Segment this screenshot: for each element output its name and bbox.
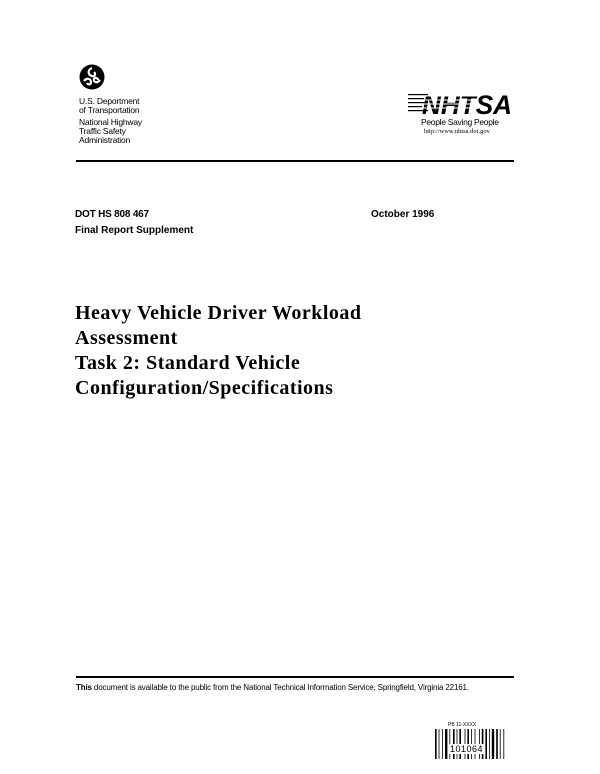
report-date: October 1996 [371, 209, 435, 220]
availability-lead: This [76, 683, 92, 692]
title-line-3: Task 2: Standard Vehicle [75, 352, 301, 374]
nhtsa-url: http://www.nhtsa.dot.gov [424, 128, 490, 135]
nhtsa-logo-text: NHTSA [422, 90, 512, 116]
availability-notice [76, 683, 469, 692]
header-divider [76, 160, 514, 162]
barcode-number: 101064 [450, 744, 484, 754]
dot-department-line: U.S. Deportment [79, 96, 140, 106]
availability-text: document is available to the public from the National Technical Information Service, Springfield, Virginia 22161. [91, 683, 469, 692]
footer-divider [76, 676, 514, 678]
title-line-2: Assessment [75, 327, 178, 349]
nhtsa-name-line-2: Traffic Safety [79, 126, 126, 136]
barcode-label: PB 11-XXXX [448, 722, 477, 728]
nhtsa-logo-icon [408, 90, 514, 116]
title-line-4: Configuration/Specifications [75, 377, 334, 399]
nhtsa-tagline: People Saving People [421, 117, 499, 127]
nhtsa-name-line-3: Administration [79, 135, 131, 145]
report-type: Final Report Supplement [75, 225, 194, 236]
report-title [75, 301, 525, 401]
nhtsa-name-line-1: National Highway [79, 117, 142, 127]
report-number: DOT HS 808 467 [75, 209, 149, 220]
dot-agency-block [79, 97, 142, 145]
dot-logo-icon [79, 64, 105, 90]
title-line-1: Heavy Vehicle Driver Workload [75, 302, 362, 324]
barcode-icon [434, 722, 510, 762]
dot-transportation-line: of Transportation [79, 105, 140, 115]
